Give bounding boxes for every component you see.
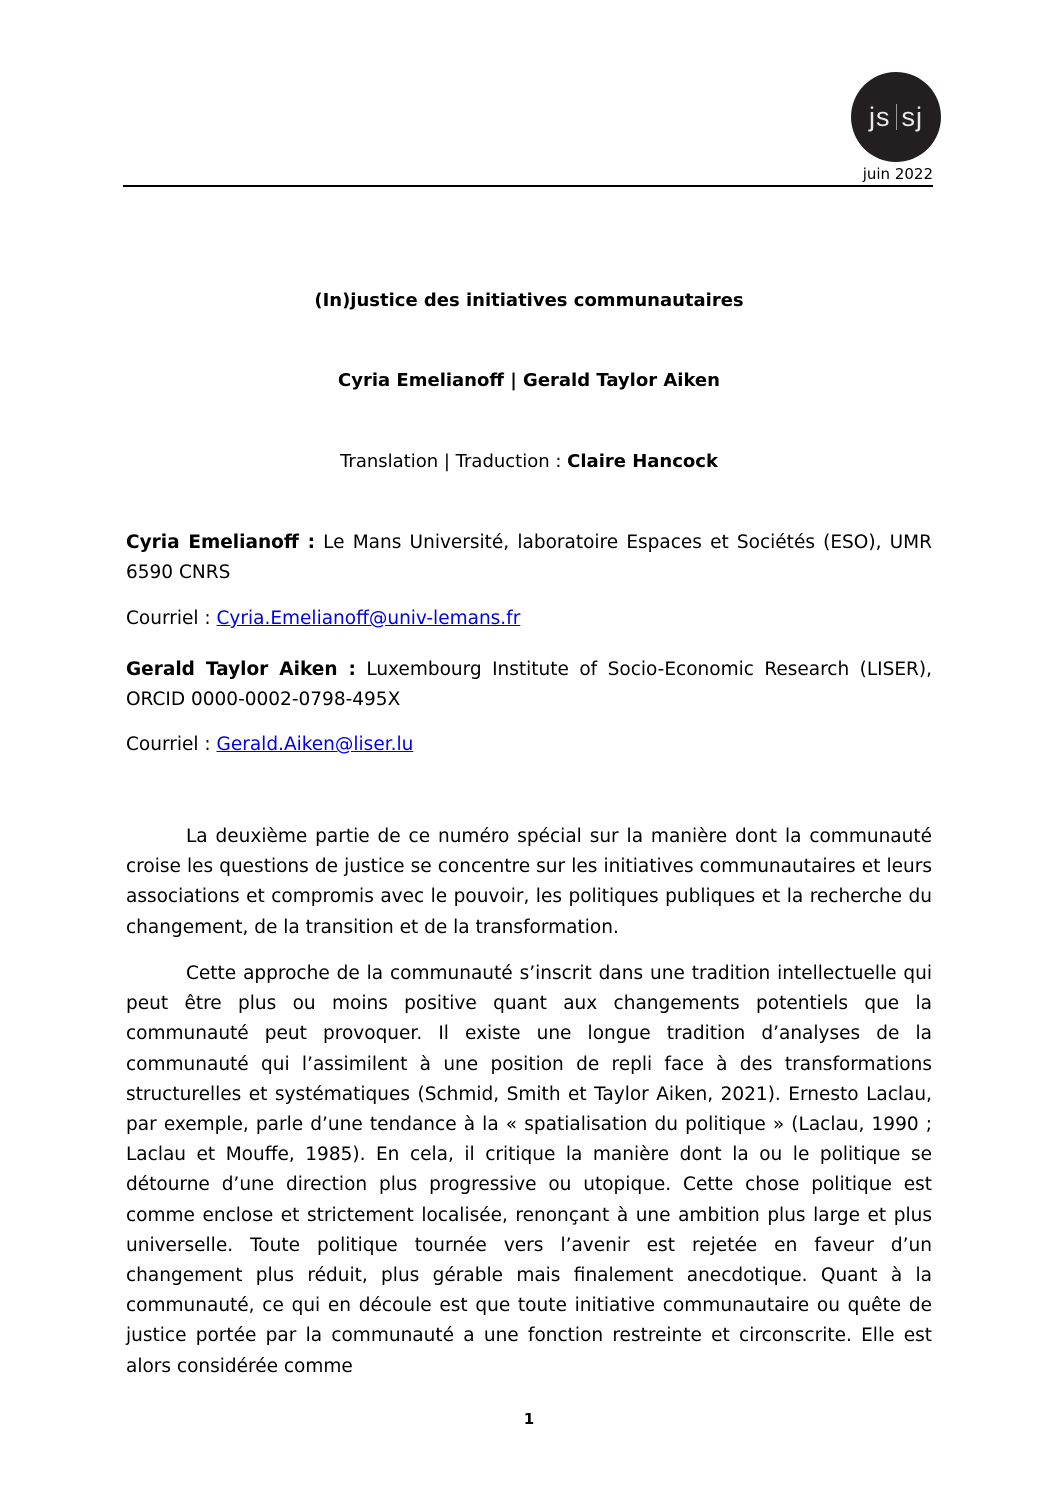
article-authors: Cyria Emelianoff | Gerald Taylor Aiken: [338, 370, 720, 391]
author-name: Gerald Taylor Aiken :: [126, 659, 356, 680]
author-affiliation: Luxembourg Institute of Socio-Economic Research (LISER), ORCID 0000-0002-0798-495X: [126, 659, 933, 710]
body-paragraph: Cette approche de la communauté s’inscrit dans une tradition intellectuelle qui peut être plus ou moins positive quant aux changements potentiels que la communauté peut provoquer. Il existe une longue tradition d’analyses de la communauté qui l’assimilent à une position de repli face à des transformations structurelles et systématiques (Schmid, Smith et Taylor Aiken, 2021). Ernesto Laclau, par exemple, parle d’une tendance à la « spatialisation du politique » (Laclau, 1990 ; Laclau et Mouffe, 1985). En cela, il critique la manière dont la ou le politique se détourne d’une direction plus progressive ou utopique. Cette chose politique est comme enclose et strictement localisée, renonçant à une ambition plus large et plus universelle. Toute politique tournée vers l’avenir est rejetée en faveur d’un changement plus réduit, plus gérable mais finalement anecdotique. Quant à la communauté, ce qui en découle est que toute initiative communautaire ou quête de justice portée par la communauté a une fonction restreinte et circonscrite. Elle est alors considérée comme: [126, 963, 932, 1377]
journal-logo: [851, 72, 941, 162]
issue-date: juin 2022: [862, 165, 933, 183]
author-affiliation: Le Mans Université, laboratoire Espaces et Sociétés (ESO), UMR 6590 CNRS: [126, 532, 932, 583]
email-link[interactable]: Cyria.Emelianoff@univ-lemans.fr: [216, 608, 521, 629]
affiliation-1: [126, 528, 932, 588]
translator-name: Claire Hancock: [567, 451, 718, 472]
page-number: 1: [523, 1410, 535, 1428]
article-title: (In)justice des initiatives communautaires: [314, 290, 744, 311]
translation-credit: [0, 451, 1058, 472]
email-line-1: [126, 604, 932, 634]
affiliation-2: [126, 655, 932, 715]
email-label: Courriel :: [126, 608, 217, 629]
logo-separator: [896, 104, 897, 130]
logo-text-right: sj: [901, 101, 923, 132]
email-line-2: [126, 730, 932, 760]
email-link[interactable]: Gerald.Aiken@liser.lu: [216, 734, 414, 755]
author-name: Cyria Emelianoff :: [126, 532, 315, 553]
email-label: Courriel :: [126, 734, 217, 755]
header-rule: [123, 185, 933, 187]
body-paragraph: La deuxième partie de ce numéro spécial sur la manière dont la communauté croise les questions de justice se concentre sur les initiatives communautaires et leurs associations et compromis avec le pouvoir, les politiques publiques et la recherche du changement, de la transition et de la transformation.: [126, 826, 932, 938]
logo-text-left: js: [869, 101, 891, 132]
translation-label: Translation | Traduction :: [340, 451, 568, 472]
